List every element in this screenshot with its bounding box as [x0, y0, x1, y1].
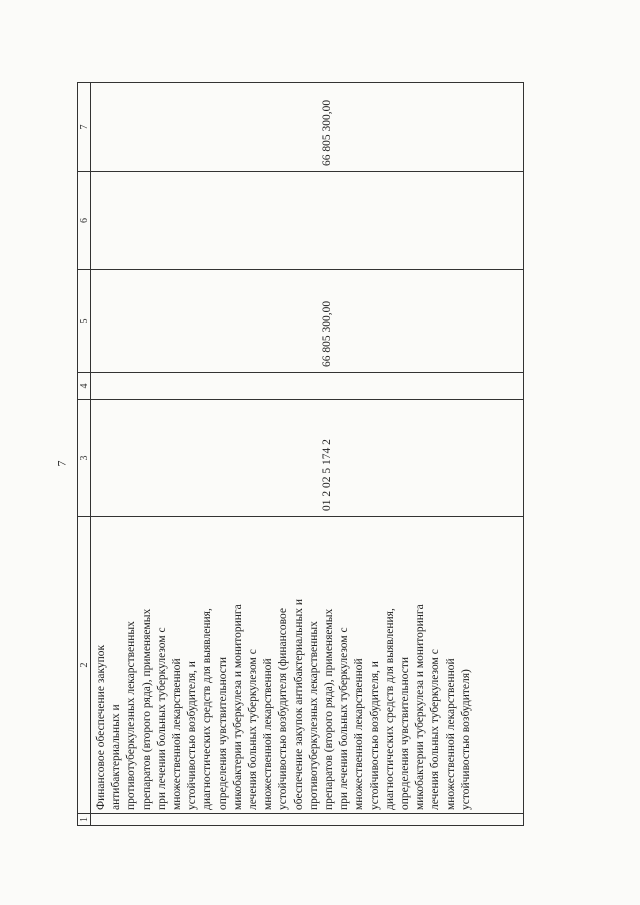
- row-col-1: [91, 814, 524, 826]
- row-description: [91, 517, 524, 814]
- budget-table: [77, 82, 524, 826]
- description-line: множественной лекарственной: [171, 658, 184, 810]
- row-col-5: [91, 270, 524, 373]
- description-line: препаратов (второго ряда), применяемых: [140, 608, 153, 810]
- row-col-6: [91, 172, 524, 270]
- header-col-6: 6: [78, 172, 91, 270]
- row-code: [91, 400, 524, 517]
- description-line: устойчивостью возбудителя, и: [186, 661, 199, 810]
- description-line: при лечении больных туберкулезом с: [155, 627, 168, 810]
- description-line: устойчивостью возбудителя): [459, 669, 472, 810]
- amount-col-7: 66 805 300,00: [321, 99, 333, 166]
- description-line: определения чувствительности: [399, 656, 412, 810]
- description-line: обеспечение закупок антибактериальных и: [292, 599, 305, 810]
- table-header-row: [78, 83, 91, 826]
- header-col-7: 7: [78, 83, 91, 172]
- description-line: противотуберкулезных лекарственных: [125, 621, 138, 810]
- description-line: множественной лекарственной: [444, 658, 457, 810]
- description-line: лечения больных туберкулезом с: [247, 649, 260, 810]
- header-col-2: 2: [78, 517, 91, 814]
- description-line: диагностических средств для выявления,: [383, 608, 396, 810]
- description-line: микобактерии туберкулеза и мониторинга: [414, 604, 427, 810]
- description-line: множественной лекарственной: [262, 658, 275, 810]
- description-line: диагностических средств для выявления,: [201, 608, 214, 810]
- row-col-4: [91, 373, 524, 400]
- description-line: антибактериальных и: [110, 704, 123, 810]
- header-col-3: 3: [78, 400, 91, 517]
- header-col-4: 4: [78, 373, 91, 400]
- description-line: определения чувствительности: [216, 656, 229, 810]
- description-line: устойчивостью возбудителя, и: [368, 661, 381, 810]
- budget-classification-code: 01 2 02 5 174 2: [321, 439, 333, 511]
- header-col-5: 5: [78, 270, 91, 373]
- description-line: Финансовое обеспечение закупок: [95, 644, 107, 810]
- amount-col-5: 66 805 300,00: [321, 300, 333, 367]
- header-col-1: 1: [78, 814, 91, 826]
- description-line: препаратов (второго ряда), применяемых: [323, 608, 336, 810]
- budget-table-container: [77, 83, 524, 826]
- description-line: микобактерии туберкулеза и мониторинга: [231, 604, 244, 810]
- table-row: [91, 83, 524, 826]
- description-line: множественной лекарственной: [353, 658, 366, 810]
- description-line: лечения больных туберкулезом с: [429, 649, 442, 810]
- description-line: противотуберкулезных лекарственных: [307, 621, 320, 810]
- description-line: устойчивостью возбудителя (финансовое: [277, 608, 290, 810]
- row-col-7: [91, 83, 524, 172]
- page-number: 7: [54, 460, 69, 467]
- description-line: при лечении больных туберкулезом с: [338, 627, 351, 810]
